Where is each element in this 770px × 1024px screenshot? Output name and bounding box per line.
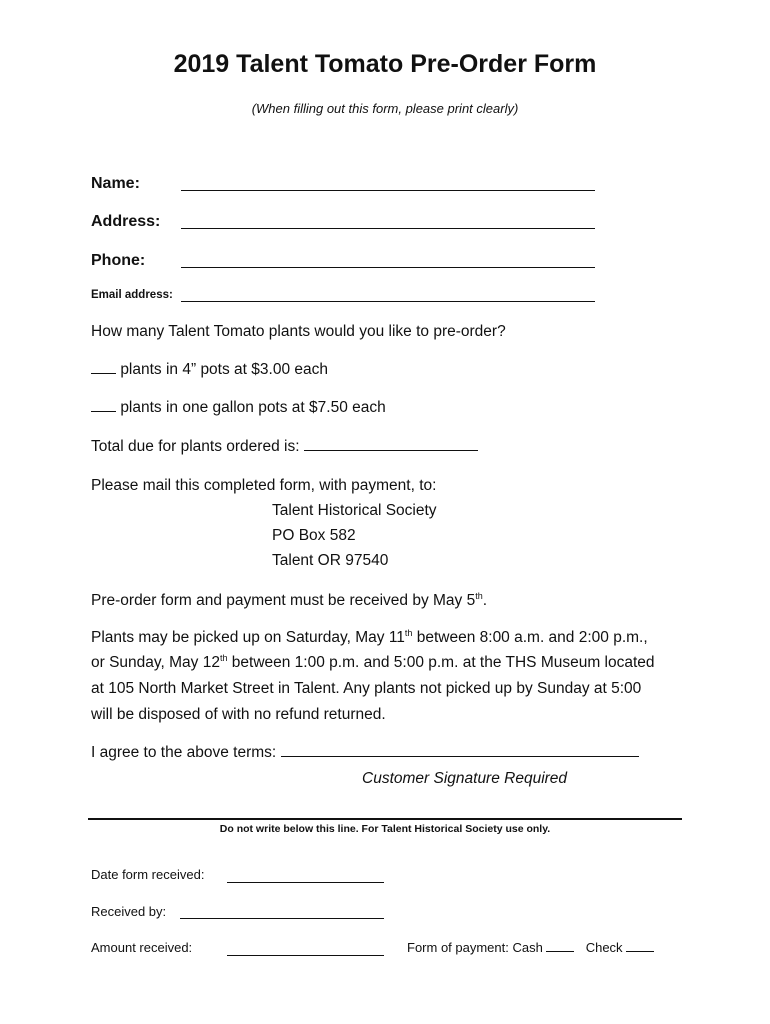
mail-org: Talent Historical Society bbox=[272, 502, 437, 519]
pickup-line-3: at 105 North Market Street in Talent. Any plants not picked up by Sunday at 5:00 bbox=[91, 680, 642, 697]
pickup-line-1 bbox=[91, 629, 648, 647]
form-subtitle: (When filling out this form, please print clearly) bbox=[251, 101, 519, 116]
form-title: 2019 Talent Tomato Pre-Order Form bbox=[173, 50, 597, 78]
cut-line bbox=[88, 818, 682, 820]
phone-field[interactable] bbox=[181, 267, 595, 268]
qty-4in-field[interactable] bbox=[91, 372, 116, 374]
payment-cash-label: Form of payment: Cash bbox=[407, 940, 543, 955]
address-field[interactable] bbox=[181, 228, 595, 229]
payment-cash-field[interactable] bbox=[546, 950, 574, 952]
name-label: Name: bbox=[91, 175, 140, 192]
date-received-label: Date form received: bbox=[91, 867, 205, 882]
email-field[interactable] bbox=[181, 301, 595, 302]
received-by-label: Received by: bbox=[91, 904, 167, 919]
email-label: Email address: bbox=[91, 289, 173, 301]
pickup-line-1a: Plants may be picked up on Saturday, May 11 bbox=[91, 629, 405, 646]
deadline-sup: th bbox=[475, 590, 483, 601]
payment-check-label: Check bbox=[585, 940, 623, 955]
total-label: Total due for plants ordered is: bbox=[91, 438, 300, 455]
pickup-line-2 bbox=[91, 654, 655, 672]
agreement-row bbox=[91, 744, 639, 762]
date-received-field[interactable] bbox=[227, 882, 384, 883]
total-field[interactable] bbox=[304, 449, 478, 451]
name-field[interactable] bbox=[181, 190, 595, 191]
deadline-end: . bbox=[482, 592, 488, 609]
option-gallon-row bbox=[91, 399, 386, 417]
mail-city: Talent OR 97540 bbox=[272, 552, 389, 569]
order-question: How many Talent Tomato plants would you like to pre-order? bbox=[91, 323, 506, 340]
agreement-label: I agree to the above terms: bbox=[91, 744, 277, 761]
mail-po-box: PO Box 582 bbox=[272, 527, 356, 544]
address-label: Address: bbox=[91, 213, 161, 230]
qty-gallon-field[interactable] bbox=[91, 410, 116, 412]
office-notice: Do not write below this line. For Talent Historical Society use only. bbox=[219, 823, 551, 835]
received-by-field[interactable] bbox=[180, 918, 384, 919]
amount-received-field[interactable] bbox=[227, 955, 384, 956]
payment-check-field[interactable] bbox=[626, 950, 654, 952]
pickup-line-2a: or Sunday, May 12 bbox=[91, 654, 220, 671]
deadline-main: Pre-order form and payment must be received by May 5 bbox=[91, 592, 476, 609]
mail-instruction: Please mail this completed form, with payment, to: bbox=[91, 477, 437, 494]
pickup-line-1-sup: th bbox=[404, 627, 413, 638]
pickup-line-4: will be disposed of with no refund returned. bbox=[91, 706, 386, 723]
pickup-line-2b: between 1:00 p.m. and 5:00 p.m. at the THS Museum located bbox=[227, 654, 655, 671]
option-4in-label: plants in 4” pots at $3.00 each bbox=[120, 361, 328, 378]
pickup-line-1b: between 8:00 a.m. and 2:00 p.m., bbox=[412, 629, 648, 646]
total-row bbox=[91, 438, 478, 456]
signature-caption: Customer Signature Required bbox=[362, 770, 568, 787]
payment-row bbox=[407, 940, 654, 955]
pickup-line-2-sup: th bbox=[219, 652, 228, 663]
signature-field[interactable] bbox=[281, 755, 639, 757]
deadline-text bbox=[91, 592, 487, 610]
amount-received-label: Amount received: bbox=[91, 940, 193, 955]
phone-label: Phone: bbox=[91, 252, 146, 269]
option-gallon-label: plants in one gallon pots at $7.50 each bbox=[120, 399, 386, 416]
option-4in-row bbox=[91, 361, 328, 379]
